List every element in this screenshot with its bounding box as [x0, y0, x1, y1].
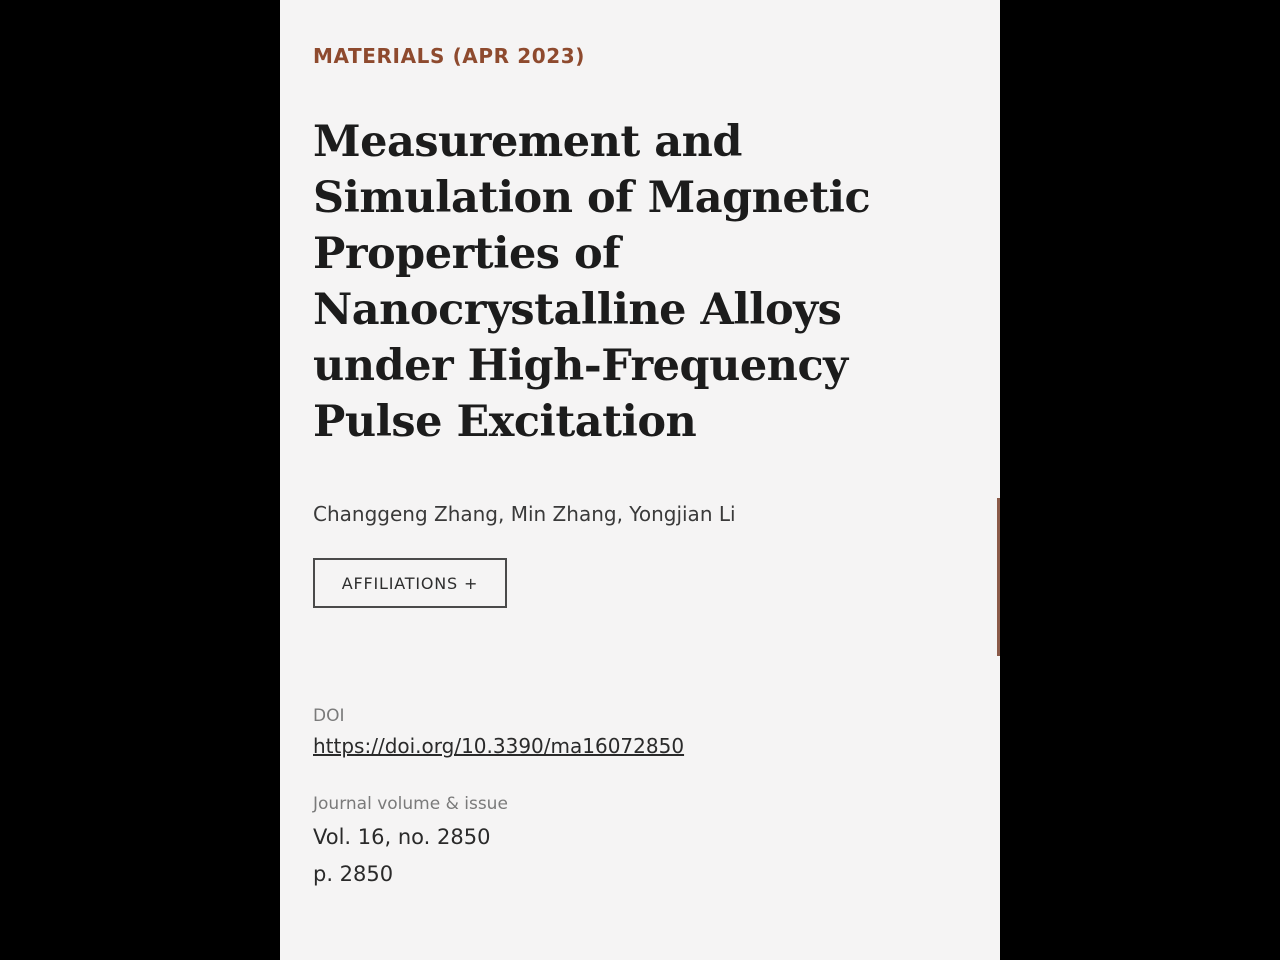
- volume-issue-label: Journal volume & issue: [313, 794, 508, 814]
- doi-link[interactable]: https://doi.org/10.3390/ma16072850: [313, 734, 685, 758]
- plus-icon: +: [464, 573, 479, 593]
- volume-issue-value: Vol. 16, no. 2850: [313, 825, 491, 849]
- article-title: Measurement and Simulation of Magnetic Properties of Nanocrystalline Alloys under High-Frequency Pulse Excitation: [313, 117, 871, 447]
- affiliations-button[interactable]: [313, 558, 507, 608]
- affiliations-button-label: AFFILIATIONS: [341, 573, 458, 593]
- page-number: p. 2850: [313, 862, 394, 886]
- doi-label: DOI: [313, 706, 345, 726]
- journal-label: MATERIALS (APR 2023): [313, 44, 586, 68]
- edge-accent-bar: [997, 498, 1000, 656]
- author-list[interactable]: Changgeng Zhang, Min Zhang, Yongjian Li: [313, 502, 736, 526]
- article-page: [280, 0, 1000, 960]
